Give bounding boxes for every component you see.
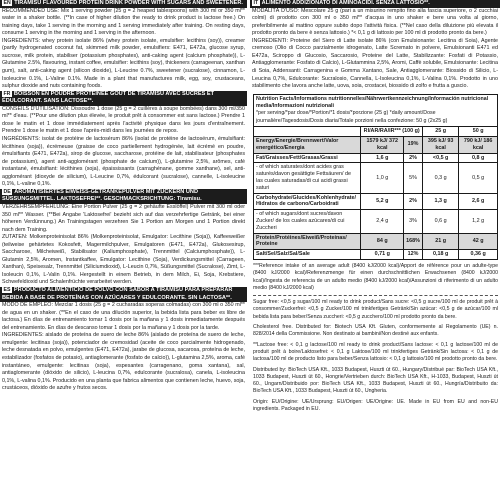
nutrient-ri-value: 2,4 g [361, 210, 404, 233]
left-column [0, 0, 247, 500]
nutrient-ri-value: 1,0 g [361, 163, 404, 193]
nutrient-25g-value: 0,6 g [422, 210, 458, 233]
nutrient-50g-value: 0,8 g [459, 153, 497, 163]
nutrient-ri-percent: 5% [404, 163, 423, 193]
usage-paragraph-es: MODO DE EMPLEO: Mezclar 1 dosis (25 g = 2 cucharadas soperas colmadas) con 300 ml o 350 ml** de agua en un shaker. (**En el caso de una dilución superior, la bebida lista para beber es libre de lactosa.) En días de entrenamiento tomar 1 dosis por la mañana y 1 dosis inmediatamente después del entrenamiento. En días de descanso tomar 1 dosis por la mañana y 1 dosis por la tarde. [2, 302, 245, 331]
nutrient-ri-percent: 2% [404, 193, 423, 210]
nutrition-header [254, 95, 497, 128]
section-title-en: TIRAMISU FLAVOURED PROTEIN DRINK POWDER WITH SUGARS AND SWEETENER. [14, 0, 243, 6]
nutrient-label: Energy/Energie/Brennwert/Valor energético/Energia [254, 137, 361, 154]
nutrition-row [254, 163, 497, 193]
nutrient-label: - of which sugars/dont sucres/davon Zucker/ de los cuales azúcares/di cui Zuccheri [254, 210, 361, 233]
footnotes [250, 260, 500, 413]
nutrition-facts-table [253, 94, 498, 260]
ingredients-paragraph-en: INGREDIENTS: whey protein isolate 86% (whey protein isolate, emulsifier: lecithins (soy)), creamer (partly hydrogenated coconut fat, skimmed milk powder, emulsifiers: E471, E472a, glucose syrup, sucrose, milk protein, stabiliser (potassium phosphates), anti-caking agent (calcium phosphate)), L-Glutamine 2.5%, flavouring, instant coffee, emulsifier: lecithins (soy), thickeners (carrageenan, xanthan gum), salt, anti-caking agent (silicon dioxide), L-Leucine 0.7%, sweetener (sucralose), cinnamon, L-Isoleucine 0.1%, L-Valine 0.1%. Made in a plant that manufactures milk, egg, soy, crustaceans, sulphur dioxide and nuts containing foods. [2, 37, 245, 90]
usage-paragraph-en: RECOMMENDED USE: Mix 1 serving powder (25 g = 2 heaped tablespoons) with 300 ml or 350 ml** water in a shaker bottle. (**In case of higher dilution the ready to drink product is lactose free.) On training days, take 1 serving in the morning and 1 serving immediately after training. On resting days, consume 1 serving in the morning and 1 serving in the afternoon. [2, 7, 245, 37]
usage-paragraph-de: VERZEHRSEMPFEHLUNG: Eine Portion Pulver (25 g = 2 gehäufte Esslöffel) Pulver mit 300 ml oder 350 ml** Wasser. (**Bei Angabe 'Laktosefrei' bezieht sich auf das verzehrfertige Getränk, bei einer höheren Verdünnung.) An Trainingstagen verzehren Sie 1 Portion am Morgen und 1 Portion direkt nach dem Training. [2, 204, 245, 233]
nutrient-label: Salt/Sel/Salz/Sal/Sale [256, 251, 310, 258]
nutrient-25g-value: 0,18 g [422, 250, 458, 259]
nutrient-50g-value: 42 g [459, 233, 497, 250]
language-flag-it: IT [253, 0, 259, 6]
nutrition-column-headers [254, 127, 497, 136]
section-title-es: PRODUCTO ALIMENTICIO DE POLVO CON SABOR A TIRAMISÚ PARA PREPARAR BEBIDA A BASE DE PROTEÍNAS CON AZÚCARES Y EDULCORANTE. SIN LACTOSA**. [2, 287, 233, 301]
column-header-50g: 50 g [459, 127, 497, 136]
nutrient-25g-value: <0,5 g [422, 153, 458, 163]
nutrient-ri-percent: 12% [404, 250, 423, 259]
section-header-en [0, 0, 247, 8]
section-title-fr: BOISSON EN POUDRE PROTÉINÉE GOÛT DE TIRAMISU AVEC SUCRES ET ÉDULCORANT. SANS LACTOSE**. [2, 90, 215, 105]
footnote-text: **Lactose free: < 0,1 g lactose/100 ml ready to drink product/Sans lactose: < 0,1 g lactose/100 ml de produit prêt à boire/Laktosefrei: < 0,1 g Laktose/100 ml trinkfertiges Getränk/Sin lactosa: < 0,1 g de lactosa/100 ml de producto listo para beber/Senza lattosio: < 0,1 g lattosio/100 ml prodotto pronto da bere. [253, 341, 498, 363]
nutrition-row [254, 233, 497, 250]
nutrient-25g-value: 1,3 g [422, 193, 458, 210]
section-header-de [0, 189, 247, 204]
language-flag-fr: FR [3, 90, 11, 97]
section-header-it [250, 0, 500, 8]
nutrient-ri-value: 1579 kJ/ 372 kcal [361, 137, 404, 154]
nutrition-grid [254, 127, 497, 259]
nutrient-ri-percent: 3% [404, 210, 423, 233]
nutrition-row [254, 137, 497, 154]
nutrition-subtitle: *per serving/*par dose/*Portion/*1 dosis/*porzione (25 g) *daily amount/Dose journalière/Tagesdosis/Dosis diaria/Totale porzioni nella confezione: 50 g (2x25 g) [256, 110, 448, 124]
nutrient-label: Carbohydrate/Glucides/Kohlenhydrate/ Hidratos de carbono/Carboidrati [254, 193, 361, 210]
nutrient-ri-percent: 19% [404, 137, 423, 154]
section-title-de: AROMATISIERTES EIWEISS-GETRÄNKEPULVER MIT ZUCKERN UND SÜSSUNGSMITTEL. LAKTOSEFREI**. GESCHMACKSRICHTUNG: Tiramisu. [2, 188, 202, 203]
nutrition-row [254, 193, 497, 210]
nutrient-label: - of which saturates/dont acides gras saturés/davon gesättigte Fettsäuren/ de las cuales saturadas/di cui acidi grassi saturi [254, 163, 361, 193]
nutrient-50g-value: 1,2 g [459, 210, 497, 233]
nutrient-50g-value: 0,5 g [459, 163, 497, 193]
footnote-text: Cholesterol free. Distributed for: Biotech USA Kft. Gluten, conformemente al Regolamento (UE) n. 828/2014 della Commissione. Non destinato ai bambini/Non destiné aux enfants. [253, 324, 498, 338]
section-header-es [0, 287, 247, 302]
footnote-text: Origin: EU/Origine: UE/Ursprung: EU/Origen: UE/Origine: UE. Made in EU from EU and non-EU ingredients. Packaged in EU. [253, 398, 498, 413]
footnote-text: Distributed by: BioTech USA Kft., 1033 Budapest, Huszti út 60., Hungary/Distribué par: BioTech USA Kft., 1033 Budapest, Huszti út 60., Hongrie/Vertrieben durch: BioTech USA Kft., H-1033, Budapest, Huszti út 60., Ungarn/Distribuido por: BioTech USA Kft., 1033 Budapest, Huszti út 60., Hungría/Distribuito da: BioTech USA Kft., 1033 Budapest, Huszti út 60., Ungheria. [253, 366, 498, 395]
nutrient-label: Fat/Graisses/Fett/Grasas/Grassi [254, 153, 361, 163]
nutrient-ri-value: 5,2 g [361, 193, 404, 210]
column-header-25g: 25 g [422, 127, 458, 136]
nutrition-row [254, 153, 497, 163]
right-column [250, 0, 500, 500]
footnote-text: ***Reference intake of an average adult (8400 kJ/2000 kcal)/Apport de référence pour un adulte-type (8400 kJ/2000 kcal)/Referenzmenge für einen durchschnittlichen Erwachsenen (8400 kJ/2000 kcal)/Ingesta de referencia de un adulto medio (8400 kJ/2000 kcal)/Assunzioni di riferimento di un adulto medio (8400 kJ/2000 kcal) [253, 262, 498, 291]
nutrient-ri-percent: 2% [404, 153, 423, 163]
footnote-text: Sugar free: <0,5 g sugar/100 ml ready to drink product/Sans sucre: <0,5 g sucre/100 ml de produit prêt à consommer/Zuckerfrei: <0,5 g Zucker/100 ml trinkfertiges Getränk/Sin azúcar: <0,5 g de azúcar/100 ml bebida lista para beber/Senza zuccheri: <0,5 g zucchero/100 ml prodotto pronto da bere. [253, 299, 498, 320]
ingredients-paragraph-de: ZUTATEN: Molkenproteinisolat 86% (Molkenproteinisolat, Emulgator: Lecithine (Soja)), Kaffeeweißer (teilweise gehärtetes Kokosfett, Magermilchpulver, Emulgatoren (E471, E472a), Glukosesirup, Saccharose, Milcheiweiß, Stabilisator (Kaliumphosphate), Trennmittel (Calciumphosphate)), L-Glutamin 2,5%, Aromen, Instantkaffee, Emulgator: Lecithine (Soja), Verdickungsmittel (Carrageen, Xanthan), Speisesalz, Trennmittel (Siliciumdioxid), L-Leucin 0,7%, Süßungsmittel (Sucralose), Zimt, L-Isoleucin 0,1%, L-Valin 0,1%. Hergestellt in einem Betrieb, in dem Milch, Ei, Soja, Krebstiere, Schwefeldioxid und Schalenfrüchte verarbeitet werden. [2, 234, 245, 286]
nutrient-ri-value: 84 g [361, 233, 404, 250]
ingredients-paragraph-es: INGREDIENTES: aislado de proteína de suero de leche 86% (aislado de proteína de suero de leche, emulgente: lecitinas (soja)), potenciador de cremosidad (aceite de coco parcialmente hidrogenado, leche desnatada en polvo, emulgentes (E471, E472a), jarabe de glucosa, sacarosa, proteína de leche, estabilizador (fosfatos de potasio), antiaglomerante (fosfato de calcio)), L-glutamina 2,5%, aroma, café instantáneo, emulgente: lecitinas (soja), espesantes (carragenano, goma xantana), sal, antiaglomerante (dióxido de silicio), L-leucina 0,7%, edulcorante (sucralosa), canela, L-isoleucina 0,1%, L-valina 0,1%. Producido en una planta que fabrica alimentos que contienen leche, huevo, soja, crustáceos, dióxido de azufre y frutos secos. [2, 332, 246, 392]
nutrient-50g-value: 0,36 g [459, 250, 497, 259]
language-flag-de: DE [3, 188, 11, 195]
nutrient-25g-value: 0,3 g [422, 163, 458, 193]
usage-paragraph-fr: CONSEILS D'UTILISATION: Dissoudre 1 dose (25 g = 2 cuillères à soupe bombées) dans 300 ml/350 ml** d'eau. (**Pour une dilution plus élevée, le produit prêt à consommer est sans lactose.) Prendre 1 dose le matin et 1 dose immédiatement après l'activité physique dans les jours d'entraînement. Prendre 1 dose le matin et 1 dose l'après-midi dans les journées de repos. [2, 105, 245, 135]
nutrient-ri-percent: 168% [404, 233, 423, 250]
nutrition-row [254, 210, 497, 233]
column-header-ri: RI/AR/RA/IR*** (100 g) [361, 127, 423, 136]
usage-paragraph-it: MODALITÀ D'USO: Mescolare 25 g (pari a un misurino rempito fino alla fascia superiore, o 2 cucchiai colmi) di prodotto con 300 ml o 350 ml** d'acqua in uno shaker e bere una volta al giorno, preferibilmente al mattino oppure subito dopo l'attività fisica. (**Nel caso della diluizione più elevata il prodotto pronto da bere è senza lattosio.) *< 0,1 g di lattosio per 100 ml di prodotto pronto da bere.) [252, 7, 498, 37]
nutrition-title: Nutrition Facts/Informations nutritionnelles/Nährwertkennzeichnung/Información nutricional media/Informazioni nutrizionali [256, 95, 489, 110]
nutrient-ri-value: 1,6 g [361, 153, 404, 163]
nutrient-label: Protein/Protéines/Eiweiß/Proteínas/ Proteine [254, 233, 361, 250]
nutrient-50g-value: 790 kJ/ 186 kcal [459, 137, 497, 154]
language-flag-en: EN [3, 0, 11, 6]
nutrient-25g-value: 395 kJ/ 93 kcal [422, 137, 458, 154]
language-flag-es: ES [3, 287, 11, 294]
ingredients-paragraph-it: INGREDIENTI: Proteine del Siero di Latte isolate 86% (con Emulsionante: Lecitina di Soia), Agente cremoso (Olio di Cocco parzialmente idrogenato, Latte Scremato in polvere, Emulsionanti E471 ed E472a, Sciroppo di Glucosio, Saccarosio, Proteine del Latte, Stabilizzante: Fosfati di Potassio, Antiagglomerante: Fosfato di Calcio), L-Glutammina 2,5%, Aromi, Caffè solubile, Emulsionante: Lecitina di Soia, Addensanti: Carragenina e Gomma Xantano, Sale, Antiagglomerante: Biossido di Silicio, L-Leucina 0,7%, Edulcorante: Sucralosio, Cannella, L-Isoleucina 0,1%, L-Valina 0,1%. Prodotto in uno stabilimento che lavora anche latte, uova, soia, crostacei, biossido di zolfo e frutta a guscio. [252, 37, 498, 90]
nutrition-row [254, 250, 497, 259]
nutrient-25g-value: 21 g [422, 233, 458, 250]
ingredients-paragraph-fr: INGRÉDIENTS: isolat de protéine de lactosérum 86% (isolat de protéine de lactosérum, émulsifiant: lécithines (soja)), écrémeuse (graisse de coco partiellement hydrogénée, lait écrémé en poudre, émulsifiants (E471, E472a), sirop de glucose, saccharose, protéine de lait, stabilisateur (phosphates de potassium), agent anti-agglomérant (phosphate de calcium)), L-glutamine 2,5%, arômes, café instantané, émulsifiant: lécithines (soja), épaississants (carraghénane, gomme xanthane), sel, anti-agglomérant (dioxyde de silicium), L-Leucine 0,7%, édulcorant (sucralose), cannelle, L-isoleucine 0,1%, L-valine 0,1%. [2, 135, 245, 188]
section-header-fr [0, 91, 247, 106]
nutrient-50g-value: 2,6 g [459, 193, 497, 210]
nutrient-ri-value: 0,71 g [361, 250, 404, 259]
section-title-it: ALIMENTO ADDIZIONATO DI AMINOACIDI. SENZA LATTOSIO**. [261, 0, 430, 6]
column-header-label [254, 127, 361, 136]
